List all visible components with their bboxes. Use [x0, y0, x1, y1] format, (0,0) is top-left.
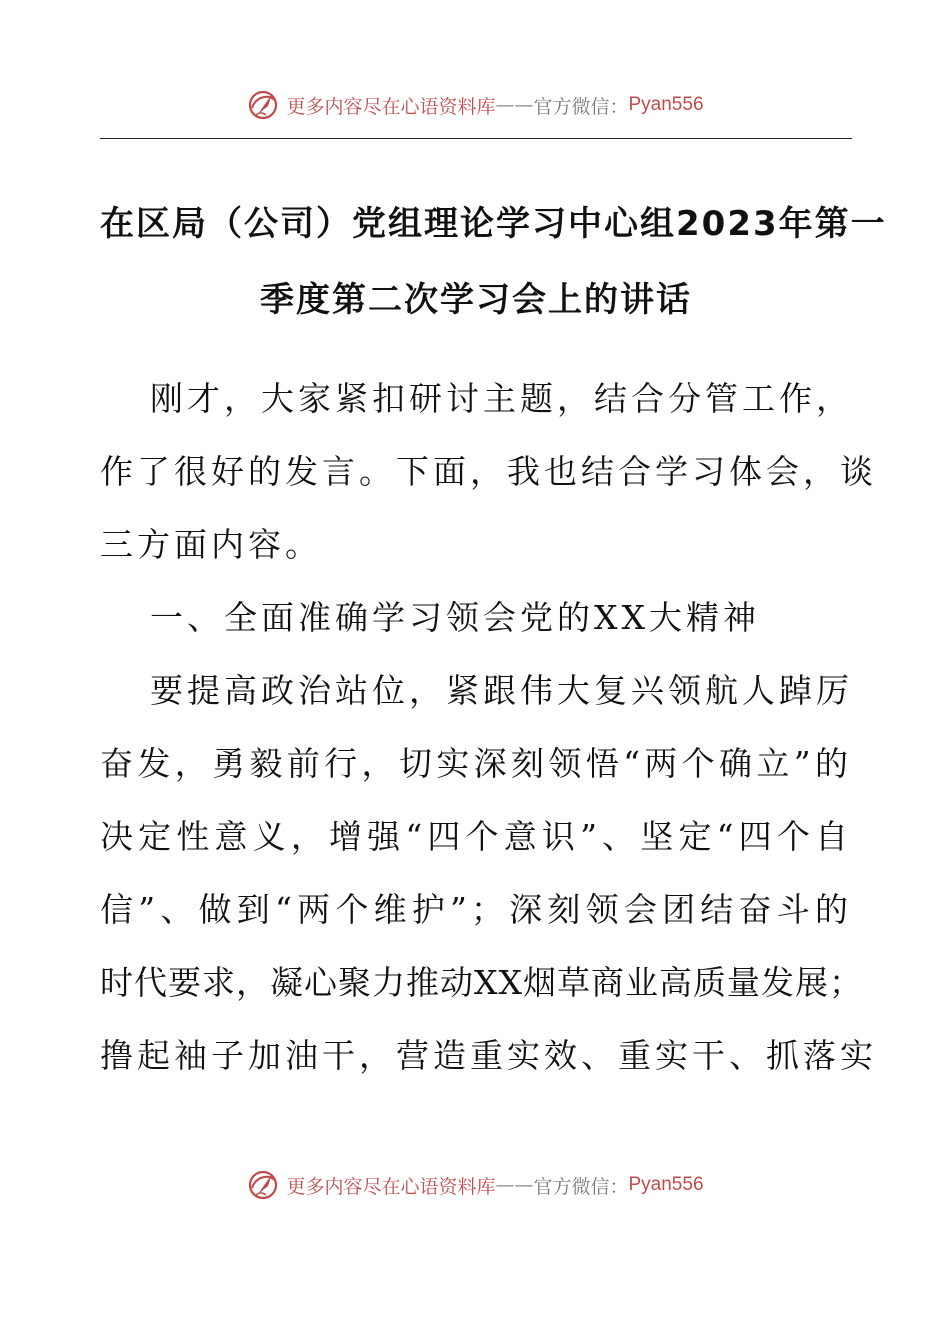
- body-line: 作了很好的发言。下面，我也结合学习体会，谈: [100, 452, 877, 491]
- document-body: [100, 362, 877, 1092]
- watermark-wechat-label: 官方微信：: [533, 1175, 629, 1198]
- body-line: 撸起袖子加油干，营造重实效、重实干、抓落实: [100, 1036, 877, 1075]
- title-line-1: 在区局（公司）党组理论学习中心组2023年第一: [100, 204, 887, 244]
- watermark-site-text: 更多内容尽在心语资料库: [286, 1175, 496, 1198]
- watermark-wechat-id: Pyan556: [628, 94, 704, 115]
- body-line: 决定性意义，增强“四个意识”、坚定“四个自: [100, 817, 852, 856]
- title-line-2: 季度第二次学习会上的讲话: [260, 280, 692, 320]
- document-title: [100, 186, 887, 338]
- page-footer-watermark: [0, 1164, 950, 1206]
- body-line: 要提高政治站位，紧跟伟大复兴领航人踔厉: [150, 671, 853, 710]
- quill-pen-swirl-logo-icon: [246, 1168, 280, 1202]
- watermark-site-text: 更多内容尽在心语资料库: [286, 95, 496, 118]
- section-heading: 一、全面准确学习领会党的XX大精神: [150, 598, 760, 637]
- page-header-watermark: [0, 84, 950, 126]
- watermark-text: [286, 92, 703, 119]
- header-divider: [100, 138, 852, 139]
- quill-pen-swirl-logo-icon: [246, 88, 280, 122]
- watermark-wechat-label: 官方微信：: [533, 95, 629, 118]
- body-line: 时代要求，凝心聚力推动XX烟草商业高质量发展；: [100, 963, 863, 1002]
- watermark-separator: ——: [495, 1174, 534, 1196]
- watermark-wechat-id: Pyan556: [628, 1174, 704, 1195]
- watermark-text: [286, 1172, 703, 1199]
- body-line: 三方面内容。: [100, 525, 322, 564]
- watermark-separator: ——: [495, 94, 534, 116]
- body-line: 刚才，大家紧扣研讨主题，结合分管工作，: [150, 379, 853, 418]
- body-line: 信”、做到“两个维护”；深刻领会团结奋斗的: [100, 890, 852, 929]
- body-line: 奋发，勇毅前行，切实深刻领悟“两个确立”的: [100, 744, 852, 783]
